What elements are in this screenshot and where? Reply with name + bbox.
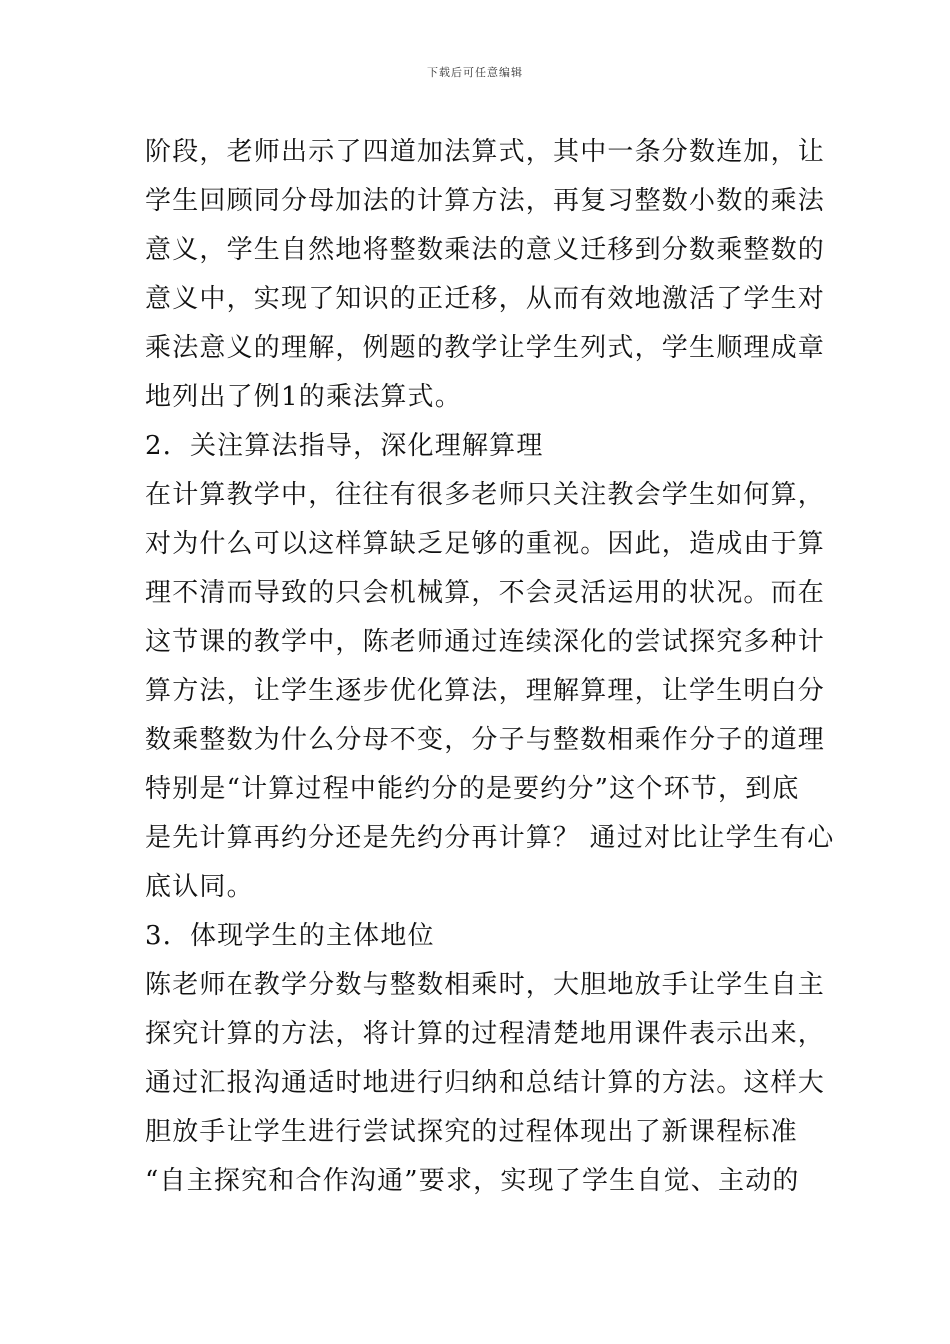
header-note: 下载后可任意编辑	[427, 66, 523, 79]
text-line: 地列出了例1的乘法算式。	[145, 382, 462, 412]
text-line: 是先计算再约分还是先约分再计算？ 通过对比让学生有心	[145, 823, 835, 853]
section-heading: 3．体现学生的主体地位	[145, 921, 435, 951]
section-heading: 2．关注算法指导，深化理解算理	[145, 431, 544, 461]
text-line: 探究计算的方法，将计算的过程清楚地用课件表示出来，	[145, 1019, 826, 1049]
text-line: 学生回顾同分母加法的计算方法，再复习整数小数的乘法	[145, 186, 826, 216]
body-text	[145, 128, 835, 1206]
text-line: 算方法，让学生逐步优化算法，理解算理，让学生明白分	[145, 676, 826, 706]
text-line: 乘法意义的理解，例题的教学让学生列式，学生顺理成章	[145, 333, 826, 363]
text-line: 陈老师在教学分数与整数相乘时，大胆地放手让学生自主	[145, 970, 826, 1000]
text-line: 阶段，老师出示了四道加法算式，其中一条分数连加，让	[145, 137, 826, 167]
text-line: 这节课的教学中，陈老师通过连续深化的尝试探究多种计	[145, 627, 826, 657]
text-line: 数乘整数为什么分母不变，分子与整数相乘作分子的道理	[145, 725, 826, 755]
text-line: 对为什么可以这样算缺乏足够的重视。因此，造成由于算	[145, 529, 826, 559]
text-line: 意义中，实现了知识的正迁移，从而有效地激活了学生对	[145, 284, 826, 314]
text-line: 在计算教学中，往往有很多老师只关注教会学生如何算，	[145, 480, 826, 510]
text-line: 胆放手让学生进行尝试探究的过程体现出了新课程标准	[145, 1117, 798, 1147]
text-line: 意义，学生自然地将整数乘法的意义迁移到分数乘整数的	[145, 235, 826, 265]
text-line: 底认同。	[145, 872, 254, 902]
text-line: 理不清而导致的只会机械算，不会灵活运用的状况。而在	[145, 578, 826, 608]
text-line: 通过汇报沟通适时地进行归纳和总结计算的方法。这样大	[145, 1068, 826, 1098]
text-line: “自主探究和合作沟通”要求，实现了学生自觉、主动的	[145, 1166, 800, 1196]
text-line: 特别是“计算过程中能约分的是要约分”这个环节，到底	[145, 774, 800, 804]
